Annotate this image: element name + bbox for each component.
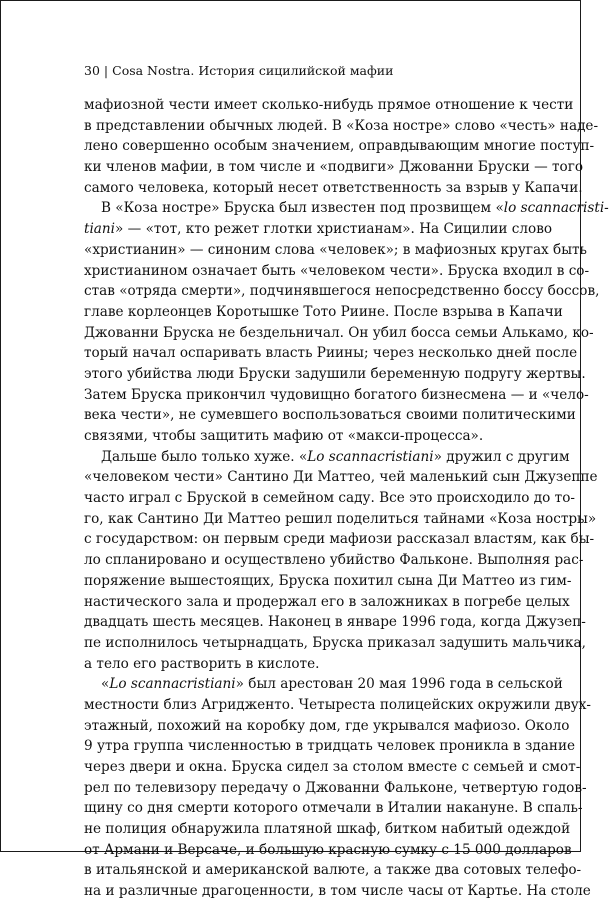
- text-line: [84, 178, 583, 199]
- text-run: Дальше было только хуже. «: [101, 448, 308, 465]
- text-run: ло спланировано и осуществлено убийство Фальконе. Выполняя рас-: [84, 552, 584, 569]
- text-line: [84, 840, 572, 861]
- text-line: [84, 302, 563, 323]
- text-run: века чести», не сумевшего воспользоваться своими политическими: [84, 407, 576, 424]
- text-run: ки членов мафии, в том числе и «подвиги» Джованни Бруски — того: [84, 159, 584, 176]
- text-line: [84, 716, 570, 737]
- text-line: [84, 695, 592, 716]
- text-line: [84, 95, 574, 116]
- italic-phrase: Lo scannacristiani: [307, 448, 434, 465]
- text-run: не полиция обнаружила платяной шкаф, битком набитый одеждой: [84, 821, 571, 838]
- text-line: [84, 571, 572, 592]
- running-header: [84, 63, 393, 78]
- text-run: в итальянской и американской валюте, а также два сотовых телефо-: [84, 862, 582, 879]
- text-line: [84, 819, 571, 840]
- text-run: пе исполнилось четырнадцать, Бруска приказал задушить мальчика,: [84, 634, 586, 651]
- header-separator: |: [103, 63, 109, 78]
- body-text: [84, 95, 609, 902]
- text-run: связями, чтобы защитить мафию от «макси-процесса».: [84, 428, 484, 444]
- text-line: [84, 488, 575, 509]
- text-line: [84, 405, 576, 426]
- text-line: [84, 323, 594, 344]
- text-line: [84, 447, 570, 468]
- text-run: Затем Бруска прикончил чудовищно богатого бизнесмена — и «чело-: [84, 386, 589, 403]
- text-line: [84, 364, 586, 385]
- text-run: » дружил с другим: [433, 448, 570, 465]
- text-run: «человеком чести» Сантино Ди Маттео, чей маленький сын Джузеппе: [84, 469, 598, 486]
- text-run: став «отряда смерти», подчинявшегося непосредственно боссу боссов,: [84, 283, 600, 300]
- text-line: [84, 426, 497, 447]
- text-run: 9 утра группа численностью в тридцать человек проникла в здание: [84, 738, 576, 755]
- italic-phrase: Lo scannacristiani: [109, 676, 236, 693]
- text-line: [84, 736, 576, 757]
- text-run: часто играл с Бруской в семейном саду. Все это происходило до то-: [84, 490, 575, 507]
- text-run: этого убийства люди Бруски задушили беременную подругу жертвы.: [84, 365, 586, 382]
- text-run: а тело его растворить в кислоте.: [84, 655, 320, 672]
- text-line: [84, 550, 584, 571]
- text-run: этажный, похожий на коробку дом, где укрывался мафиозо. Около: [84, 717, 570, 734]
- text-line: [84, 881, 591, 902]
- text-line: [84, 612, 586, 633]
- page-number: 30: [84, 63, 100, 78]
- text-run: Джованни Бруска не бездельничал. Он убил босса семьи Алькамо, ко-: [84, 324, 594, 341]
- text-line: [84, 757, 581, 778]
- text-run: через двери и окна. Бруска сидел за столом вместе с семьей и смот-: [84, 759, 581, 775]
- italic-phrase: tiani: [84, 221, 116, 238]
- text-run: «христианин» — синоним слова «человек»; в мафиозных кругах быть: [84, 241, 587, 258]
- text-run: христианином означает быть «человеком чести». Бруска входил в со-: [84, 262, 590, 279]
- text-run: торый начал оспаривать власть Риины; через несколько дней после: [84, 345, 578, 362]
- text-line: [84, 116, 599, 137]
- text-line: [84, 674, 563, 695]
- text-line: [84, 467, 598, 488]
- text-run: рел по телевизору передачу о Джованни Фальконе, четвертую годов-: [84, 779, 587, 796]
- text-run: » был арестован 20 мая 1996 года в сельской: [235, 676, 563, 693]
- text-run: » — «тот, кто режет глотки христианам». На Сицилии слово: [115, 221, 553, 238]
- text-run: двадцать шесть месяцев. Наконец в январе 1996 года, когда Джузеп-: [84, 614, 586, 631]
- text-line: [84, 261, 590, 282]
- text-run: го, как Сантино Ди Маттео решил поделиться тайнами «Коза ностры»: [84, 510, 597, 527]
- text-run: В «Коза ностре» Бруска был известен под прозвищем «: [101, 200, 504, 217]
- text-line: [84, 198, 609, 219]
- text-line: [84, 529, 595, 550]
- running-title: Cosa Nostra. История сицилийской мафии: [112, 63, 394, 78]
- text-line: [84, 343, 578, 364]
- text-line: [84, 157, 584, 178]
- text-line: [84, 778, 587, 799]
- text-run: от Армани и Версаче, и большую красную сумку с 15 000 долларов: [84, 841, 572, 858]
- text-run: настического зала и продержал его в заложниках в погребе целых: [84, 593, 570, 610]
- text-run: с государством: он первым среди мафиози рассказал властям, как бы-: [84, 531, 595, 548]
- text-run: щину со дня смерти которого отмечали в Италии накануне. В спаль-: [84, 800, 583, 817]
- text-run: лено совершенно особым значением, оправдывающим многие поступ-: [84, 138, 595, 155]
- text-line: [84, 219, 553, 240]
- text-line: [84, 385, 589, 406]
- text-line: [84, 633, 586, 654]
- text-run: местности близ Агридженто. Четыреста полицейских окружили двух-: [84, 696, 592, 713]
- text-line: [84, 860, 582, 881]
- text-line: [84, 654, 497, 675]
- text-run: поряжение вышестоящих, Бруска похитил сына Ди Маттео из гим-: [84, 572, 572, 589]
- text-run: «: [101, 676, 110, 693]
- text-run: мафиозной чести имеет сколько-нибудь прямое отношение к чести: [84, 97, 574, 113]
- text-line: [84, 509, 597, 530]
- text-line: [84, 240, 587, 261]
- text-line: [84, 592, 570, 613]
- text-run: в представлении обычных людей. В «Коза ностре» слово «честь» наде-: [84, 117, 599, 134]
- text-line: [84, 136, 595, 157]
- italic-phrase: lo scannacristi-: [503, 200, 609, 217]
- text-line: [84, 281, 600, 302]
- text-line: [84, 798, 583, 819]
- text-run: самого человека, который несет ответственность за взрыв у Капачи.: [84, 179, 583, 196]
- text-run: главе корлеонцев Коротышке Тото Риине. После взрыва в Капачи: [84, 303, 563, 320]
- text-run: на и различные драгоценности, в том числе часы от Картье. На столе: [84, 883, 591, 900]
